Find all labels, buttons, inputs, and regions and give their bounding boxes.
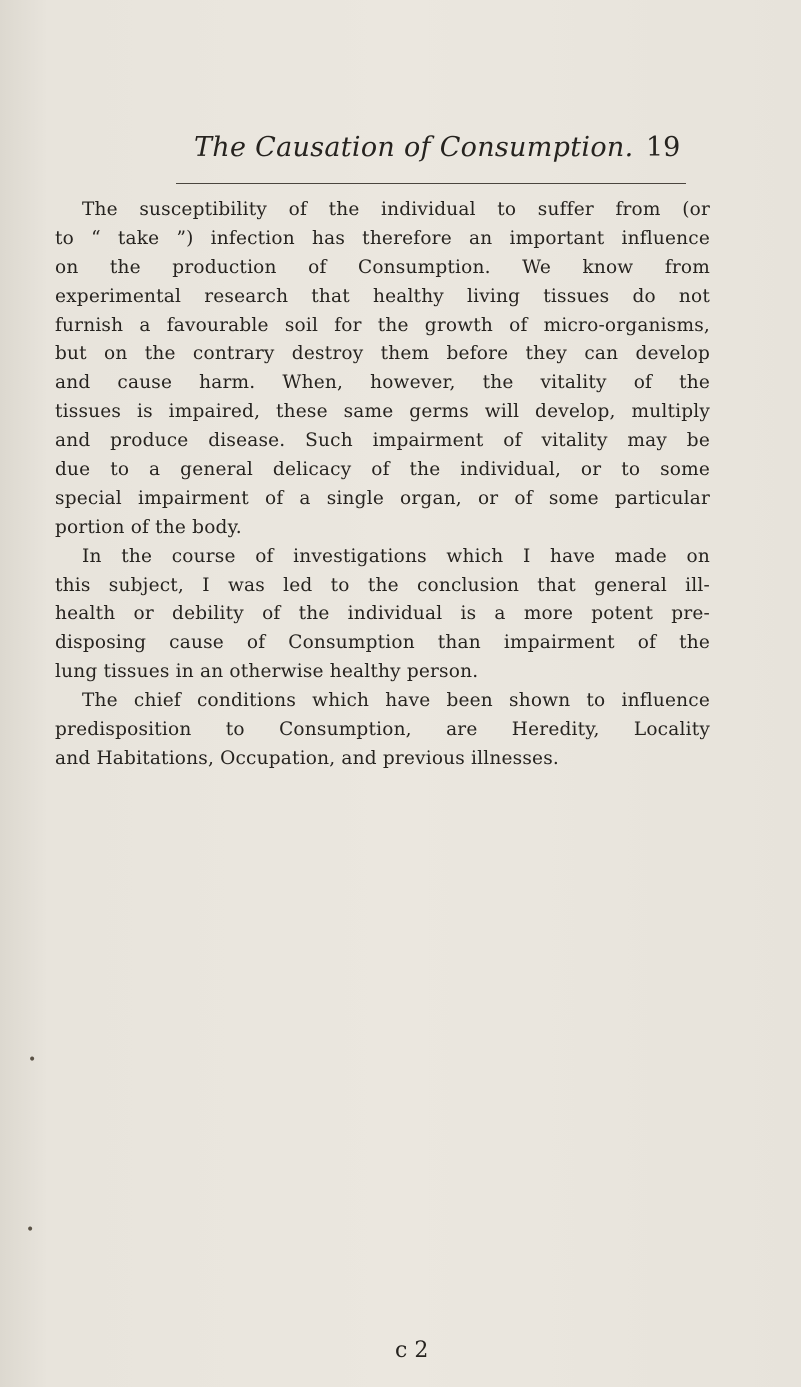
page-header [0, 132, 801, 172]
text-line: experimental research that healthy living tissues do not [55, 285, 710, 307]
body-text [55, 196, 710, 774]
text-line: The chief conditions which have been shown to influence [82, 690, 710, 712]
text-line: tissues is impaired, these same germs will develop, multiply [55, 401, 710, 423]
running-title: The Causation of Consumption. [194, 132, 634, 163]
text-line: furnish a favourable soil for the growth of micro-organisms, [55, 314, 710, 336]
text-line: predisposition to Consumption, are Heredity, Locality [55, 719, 710, 741]
paragraph-3 [55, 687, 710, 774]
paper-speck: • [26, 1222, 35, 1238]
signature-mark: c 2 [395, 1338, 429, 1363]
text-line: disposing cause of Consumption than impairment of the [55, 632, 710, 654]
header-rule [176, 183, 686, 184]
text-line: and Habitations, Occupation, and previous illnesses. [55, 747, 559, 769]
text-line: due to a general delicacy of the individual, or to some [55, 459, 710, 481]
text-line: health or debility of the individual is a more potent pre- [55, 603, 710, 625]
text-line: and cause harm. When, however, the vitality of the [55, 372, 710, 394]
text-line: but on the contrary destroy them before they can develop [55, 343, 710, 365]
text-line: this subject, I was led to the conclusion that general ill- [55, 574, 710, 596]
paragraph-2 [55, 543, 710, 687]
page-number: 19 [646, 132, 681, 163]
text-line: on the production of Consumption. We know from [55, 256, 710, 278]
text-line: The susceptibility of the individual to suffer from (or [82, 199, 710, 220]
text-line: and produce disease. Such impairment of vitality may be [55, 430, 710, 452]
text-line: lung tissues in an otherwise healthy person. [55, 661, 479, 683]
text-line: portion of the body. [55, 516, 242, 538]
paper-speck: • [28, 1052, 37, 1068]
text-line: In the course of investigations which I have made on [82, 545, 710, 567]
text-line: special impairment of a single organ, or of some particular [55, 487, 710, 509]
text-line: to “ take ”) infection has therefore an important influence [55, 227, 710, 249]
paragraph-1 [55, 196, 710, 543]
